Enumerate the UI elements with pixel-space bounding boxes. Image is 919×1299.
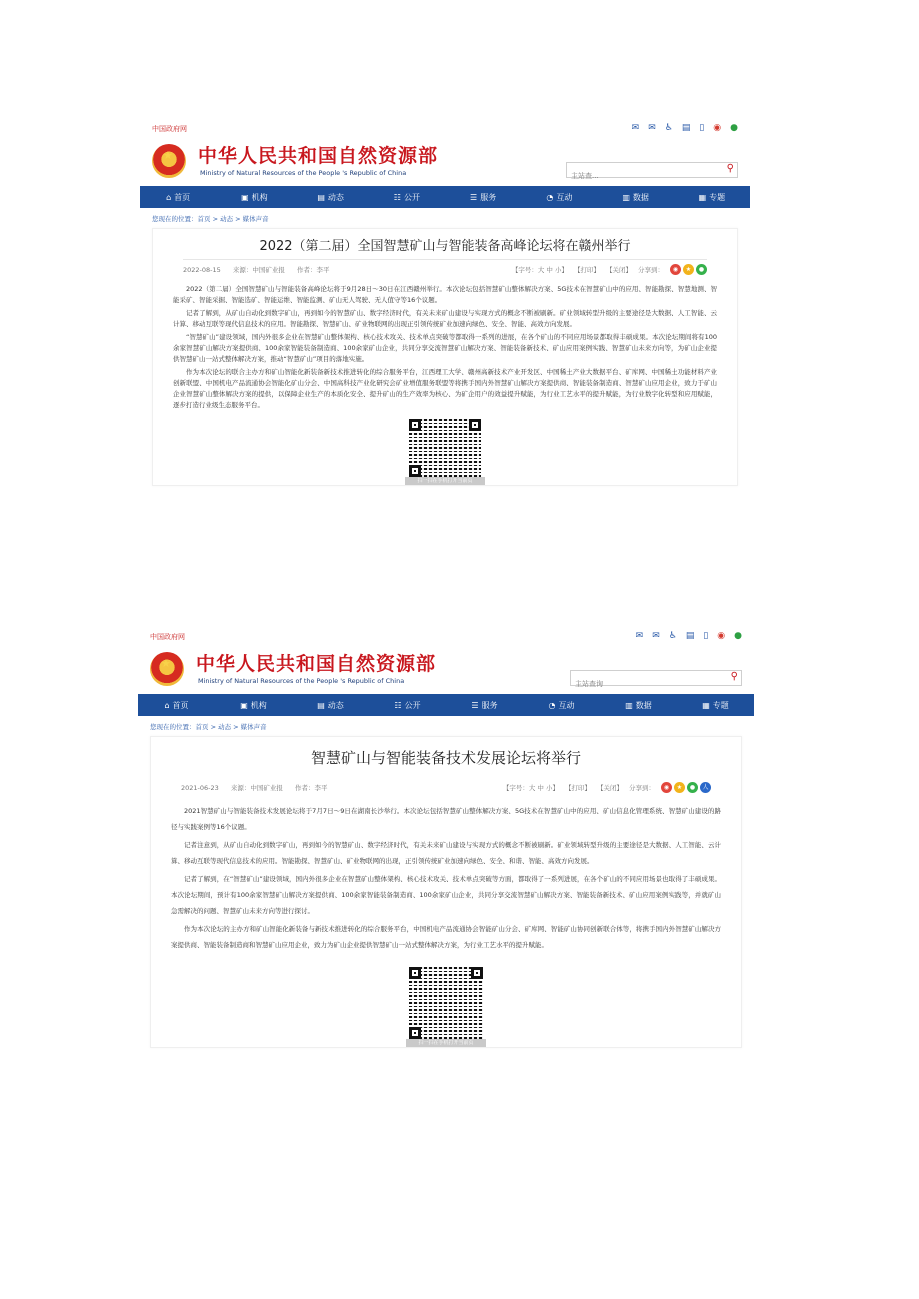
service-icon: ☰	[470, 192, 478, 202]
qr-caption: 扫一扫在手机打开当前页	[405, 477, 485, 485]
news-icon: ▤	[317, 192, 325, 202]
home-icon: ⌂	[164, 700, 170, 710]
nav-news[interactable]: ▤ 动态	[317, 700, 344, 710]
paragraph: “智慧矿山”建设领域，国内外很多企业在智慧矿山整体架构、核心技术攻关、技术单点突破等都取得一系列的进展，在各个矿山的不同应用场景都取得丰硕成果。本次论坛期间将有100余家智慧矿山解决方案提供商、100余家智能装备制造商、100余家矿山企业，共同分享交流智慧矿山解决方案、智能装备新技术、矿山应用案例实践、智慧矿山未来方向等，为矿山企业提供智慧矿山一站式整体解决方案，推动“智慧矿山”项目的落地实施。	[173, 333, 717, 363]
article-title: 2022（第二届）全国智慧矿山与智能装备高峰论坛将在赣州举行	[259, 239, 631, 254]
paragraph: 记者注意到，从矿山自动化到数字矿山，再到如今的智慧矿山、数字经济时代，有关未来矿山建设与实现方式的概念不断被刷新。矿业领域转型升级的主要途径是大数据、人工智能、云计算、移动互联等现代信息技术的应用。智能勘探、智慧矿山、矿业物联网的出现，正引领传统矿业加速向绿色、安全、和谐、智能、高效方向发展。	[171, 841, 721, 865]
renren-icon[interactable]: 人	[700, 782, 711, 793]
mail-icon[interactable]: ✉	[631, 123, 640, 133]
search-box	[566, 162, 738, 178]
ministry-name-en: Ministry of Natural Resources of the People 's Republic of China	[198, 677, 405, 685]
nav-interact[interactable]: ◔ 互动	[546, 192, 573, 202]
site-header	[138, 646, 754, 694]
nav-topic[interactable]: ▦ 专题	[698, 192, 726, 202]
gov-link[interactable]: 中国政府网	[152, 125, 187, 133]
paragraph: 记者了解到，从矿山自动化到数字矿山，再到如今的智慧矿山、数字经济时代，有关未来矿山建设与实现方式的概念不断被刷新。矿业领域转型升级的主要途径是大数据、人工智能、云计算、移动互联等现代信息技术的应用。智能勘探、智慧矿山、矿业物联网的出现正引领传统矿业加速向绿色、安全、智能、高效方向发展。	[173, 309, 717, 328]
top-icons	[632, 122, 738, 134]
share-label: 分享到：	[638, 265, 664, 274]
article-title: 智慧矿山与智能装备技术发展论坛将举行	[310, 749, 581, 767]
main-nav	[140, 186, 750, 208]
mobile-icon[interactable]: ▯	[699, 123, 705, 133]
qr-code	[409, 967, 483, 1039]
nav-open[interactable]: ☷ 公开	[394, 700, 421, 710]
nav-home[interactable]: ⌂ 首页	[164, 700, 189, 710]
print-button[interactable]: 【打印】	[574, 265, 600, 274]
nav-news[interactable]: ▤ 动态	[317, 192, 344, 202]
wechat-icon[interactable]: ●	[687, 782, 698, 793]
main-nav	[138, 694, 754, 716]
nav-open[interactable]: ☷ 公开	[393, 192, 420, 202]
nav-interact[interactable]: ◔ 互动	[548, 700, 575, 710]
interact-icon: ◔	[548, 700, 556, 710]
share-icons	[661, 782, 711, 793]
open-icon: ☷	[393, 192, 401, 202]
nav-org[interactable]: ▣ 机构	[240, 700, 267, 710]
weibo-icon[interactable]: ◉	[717, 631, 726, 641]
article-author: 作者：李平	[294, 783, 328, 792]
nav-data[interactable]: ▥ 数据	[625, 700, 652, 710]
accessibility-icon[interactable]: ♿	[668, 631, 677, 641]
breadcrumb[interactable]: 您现在的位置：首页 > 动态 > 媒体声音	[150, 723, 267, 731]
search-box	[570, 670, 742, 686]
font-size-control[interactable]: 【字号：大 中 小】	[511, 265, 568, 274]
qr-code	[409, 419, 481, 477]
open-icon: ☷	[394, 700, 402, 710]
search-icon[interactable]: ⚲	[730, 671, 738, 682]
nav-data[interactable]: ▥ 数据	[622, 192, 649, 202]
article-source: 来源：中国矿业报	[232, 265, 285, 274]
site-header	[140, 138, 750, 186]
paragraph: 作为本次论坛的主办方和矿山智能化新装备与新技术推进转化的综合服务平台，中国机电产品流通协会智能矿山分会、矿库网、智能矿山协同创新联合体等，将携手国内外智慧矿山解决方案提供商、智能装备制造商和智慧矿山应用企业，致力为矿山企业提供智慧矿山一站式整体解决方案，为行业工艺水平的提升赋能。	[171, 925, 721, 949]
mail-icon[interactable]: ✉	[635, 631, 644, 641]
article-meta	[181, 777, 711, 797]
nav-org[interactable]: ▣ 机构	[241, 192, 268, 202]
screenshot-2	[138, 628, 754, 1173]
search-icon[interactable]: ⚲	[726, 163, 734, 174]
nav-topic[interactable]: ▦ 专题	[702, 700, 729, 710]
nav-home[interactable]: ⌂ 首页	[166, 192, 191, 202]
qzone-icon[interactable]: ★	[674, 782, 685, 793]
article-container	[152, 228, 738, 486]
interact-icon: ◔	[546, 192, 554, 202]
article-author: 作者：李平	[296, 265, 330, 274]
screenshot-1	[140, 120, 750, 620]
national-emblem-icon	[150, 652, 184, 686]
nav-service[interactable]: ☰ 服务	[470, 192, 497, 202]
qzone-icon[interactable]: ★	[683, 264, 694, 275]
wechat-icon[interactable]: ●	[730, 123, 738, 133]
topic-icon: ▦	[702, 700, 710, 710]
search-input[interactable]	[567, 169, 715, 183]
data-icon: ▥	[622, 192, 630, 202]
nav-service[interactable]: ☰ 服务	[471, 700, 498, 710]
qr-caption: 扫一扫在手机打开当前页	[406, 1039, 486, 1047]
org-icon: ▣	[241, 192, 249, 202]
message-icon[interactable]: ✉	[648, 123, 656, 133]
article-body	[151, 797, 741, 953]
news-icon: ▤	[317, 700, 325, 710]
top-icons	[636, 630, 742, 642]
paragraph: 作为本次论坛的联合主办方和矿山智能化新装备新技术推进转化的综合服务平台，江西理工大学、赣州高新技术产业开发区、中国稀土产业大数据平台、矿库网、中国稀土功能材料产业创新联盟、中国机电产品流通协会智能化矿山分会、中国高科技产业化研究会矿业增值服务联盟等将携手国内外智慧矿山解决方案提供商、智能装备制造商、智慧矿山应用企业，致力于矿山企业智慧矿山整体解决方案的提供，以保障企业生产的本质化安全、提升矿山的生产效率为核心、为矿企用户的效益提升赋能，为行业工艺水平的提升赋能，为行业数字化转型和应用赋能，逐步打造行业级生态服务平台。	[173, 368, 717, 409]
weibo-icon[interactable]: ◉	[713, 123, 722, 133]
weibo-icon[interactable]: ◉	[661, 782, 672, 793]
gov-bar	[140, 120, 750, 138]
paragraph: 记者了解到，在“智慧矿山”建设领域，国内外很多企业在智慧矿山整体架构、核心技术攻关、技术单点突破等方面，都取得了一系列进展，在各个矿山的不同应用场景也取得了丰硕成果。本次论坛期间，预计有100余家智慧矿山解决方案提供商、100余家智能装备制造商、100余家矿山企业，共同分享交流智慧矿山解决方案、智能装备新技术、矿山应用案例实践等，并就矿山急需解决的问题、智慧矿山未来方向等进行探讨。	[171, 875, 721, 915]
topic-icon: ▦	[698, 192, 707, 202]
article-container	[150, 736, 742, 1048]
ministry-name-cn[interactable]: 中华人民共和国自然资源部	[196, 653, 437, 675]
rss-icon[interactable]: ▤	[685, 631, 695, 641]
rss-icon[interactable]: ▤	[681, 123, 691, 133]
wechat-icon[interactable]: ●	[696, 264, 707, 275]
article-date: 2022-08-15	[183, 265, 221, 274]
home-icon: ⌂	[166, 192, 172, 202]
article-source: 来源：中国矿业报	[230, 783, 283, 792]
gov-bar	[138, 628, 754, 646]
close-button[interactable]: 【关闭】	[606, 265, 632, 274]
paragraph: 2022（第二届）全国智慧矿山与智能装备高峰论坛将于9月28日～30日在江西赣州举行。本次论坛包括智慧矿山整体解决方案、5G技术在智慧矿山中的应用、智能勘探、智慧地测、智能采矿、智能采掘、智能选矿、智能运维、智能监测、矿山无人驾驶、无人值守等16个议题。	[173, 285, 717, 304]
search-input[interactable]	[571, 677, 719, 691]
article-body	[153, 278, 737, 411]
close-button[interactable]: 【关闭】	[597, 783, 623, 792]
share-label: 分享到：	[629, 783, 655, 792]
data-icon: ▥	[625, 700, 633, 710]
gov-link[interactable]: 中国政府网	[150, 633, 185, 641]
national-emblem-icon	[152, 144, 186, 178]
accessibility-icon[interactable]: ♿	[664, 123, 673, 133]
weibo-icon[interactable]: ◉	[670, 264, 681, 275]
font-size-control[interactable]: 【字号：大 中 小】	[502, 783, 559, 792]
article-meta	[183, 259, 707, 278]
breadcrumb[interactable]: 您现在的位置：首页 > 动态 > 媒体声音	[152, 215, 269, 223]
ministry-name-en: Ministry of Natural Resources of the People 's Republic of China	[200, 169, 407, 177]
share-icons	[670, 264, 707, 275]
mobile-icon[interactable]: ▯	[703, 631, 709, 641]
org-icon: ▣	[240, 700, 248, 710]
wechat-icon[interactable]: ●	[734, 631, 742, 641]
paragraph: 2021智慧矿山与智能装备技术发展论坛将于7月7日～9日在湖南长沙举行。本次论坛包括智慧矿山整体解决方案、5G技术在智慧矿山中的应用、矿山信息化管理系统、智慧矿山建设的路径与实践案例等16个议题。	[171, 807, 721, 831]
print-button[interactable]: 【打印】	[565, 783, 591, 792]
article-date: 2021-06-23	[181, 783, 219, 792]
message-icon[interactable]: ✉	[652, 631, 660, 641]
service-icon: ☰	[471, 700, 479, 710]
ministry-name-cn[interactable]: 中华人民共和国自然资源部	[198, 145, 439, 167]
